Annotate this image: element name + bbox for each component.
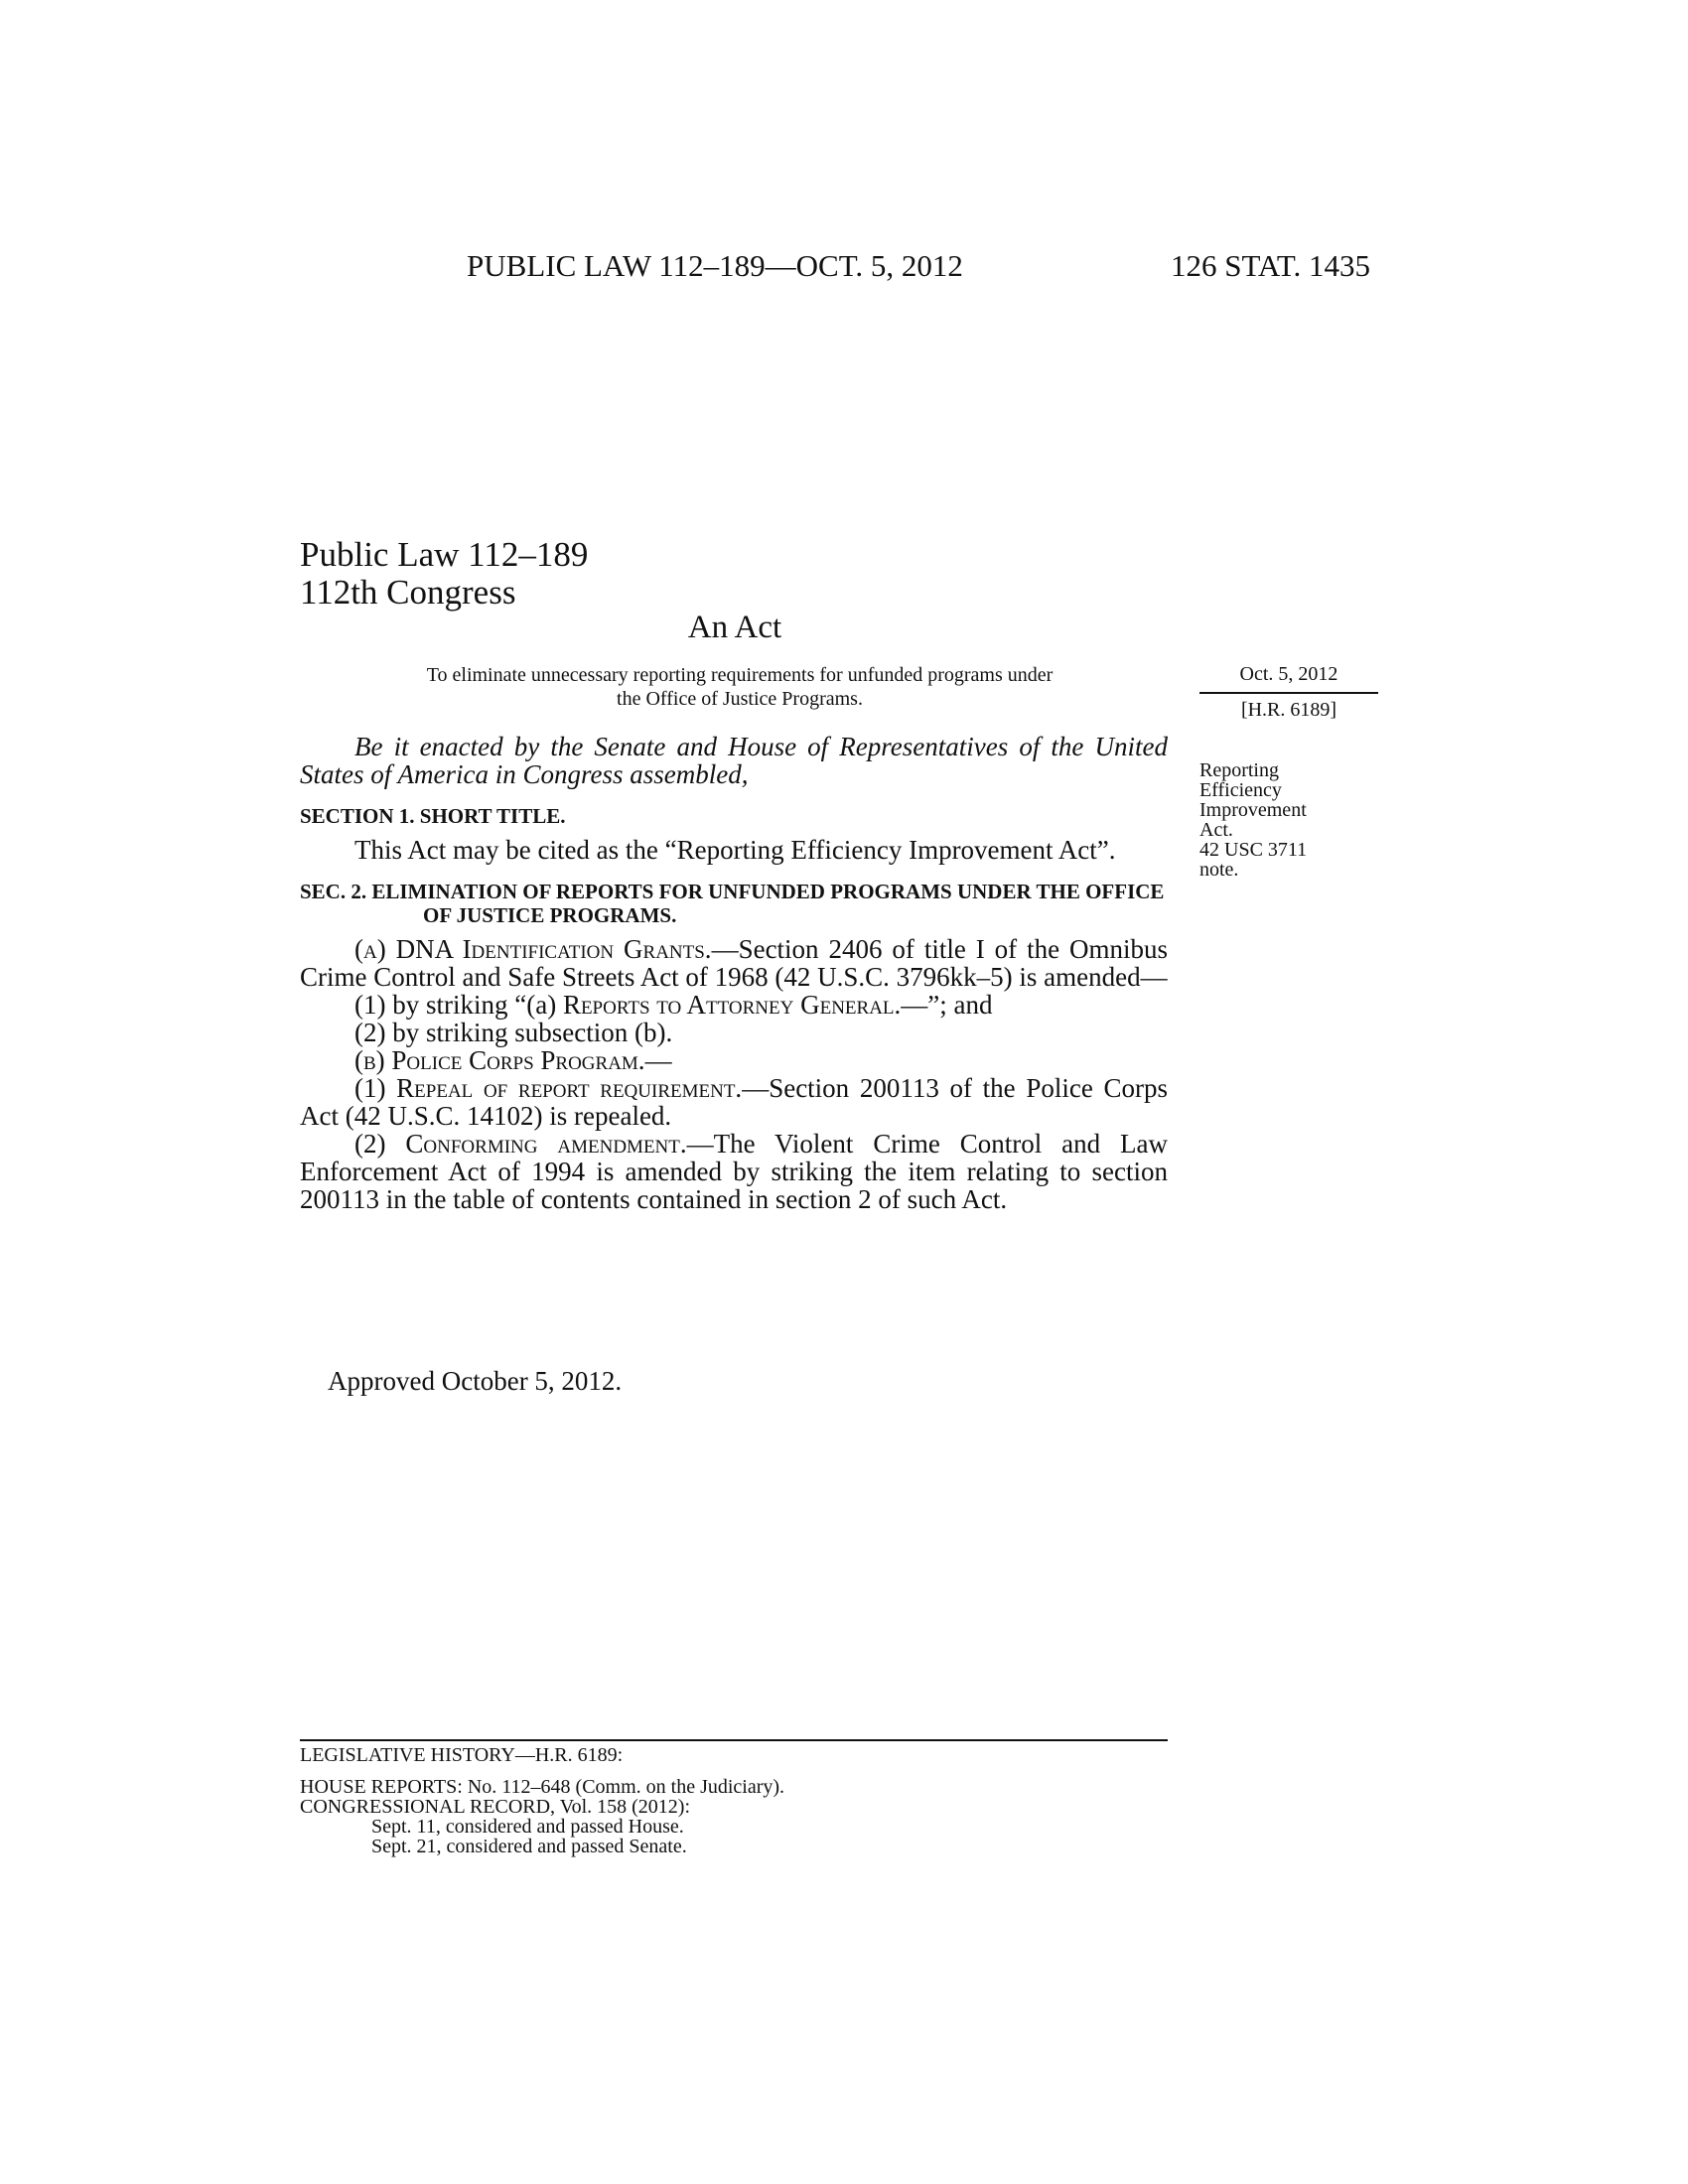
subsection-a-text: —Section 2406 of title I of the Omnibus Crime Control and Safe Streets Act of 1968 (42 U.S.C. 3796kk–5) is amended— — [300, 934, 1168, 992]
section-1-text: This Act may be cited as the “Reporting Efficiency Improvement Act”. — [354, 835, 1116, 865]
law-title-block — [300, 536, 588, 612]
paragraph-a1-post: —”; and — [901, 990, 993, 1020]
running-head-left: PUBLIC LAW 112–189—OCT. 5, 2012 — [467, 248, 963, 283]
margin-note-line: Improvement — [1199, 799, 1307, 821]
paragraph-b1 — [300, 1074, 1168, 1130]
paragraph-a1 — [300, 991, 1168, 1019]
margin-note-line: Efficiency — [1199, 779, 1282, 801]
paragraph-b1-heading: Repeal of report requirement. — [396, 1073, 743, 1103]
public-law-number: Public Law 112–189 — [300, 535, 589, 574]
purpose-line-1: To eliminate unnecessary reporting requirements for unfunded programs under — [426, 664, 1054, 686]
legislative-history — [300, 1745, 1194, 1856]
sidebar-bill-number: [H.R. 6189] — [1240, 699, 1337, 721]
margin-note-line: note. — [1199, 859, 1239, 881]
act-purpose — [313, 663, 1167, 711]
history-entry: Sept. 21, considered and passed Senate. — [371, 1836, 687, 1857]
legislative-history-heading: LEGISLATIVE HISTORY—H.R. 6189: — [300, 1744, 624, 1766]
paragraph-a2: (2) by striking subsection (b). — [354, 1018, 673, 1047]
history-entry: Sept. 11, considered and passed House. — [371, 1816, 684, 1838]
paragraph-b2-label: (2) — [354, 1129, 406, 1159]
house-reports: HOUSE REPORTS: No. 112–648 (Comm. on the Judiciary). — [300, 1776, 785, 1798]
subsection-a-heading: (a) DNA Identification Grants. — [354, 934, 712, 964]
paragraph-b1-text: —Section 200113 of the Police Corps Act (42 U.S.C. 14102) is repealed. — [300, 1073, 1168, 1131]
paragraph-b2 — [300, 1130, 1168, 1213]
paragraph-b1-label: (1) — [354, 1073, 397, 1103]
congress-label: 112th Congress — [300, 573, 516, 612]
sidebar-date: Oct. 5, 2012 — [1239, 663, 1338, 685]
margin-note-line: Reporting — [1199, 759, 1279, 781]
paragraph-b2-text: —The Violent Crime Control and Law Enforcement Act of 1994 is amended by striking the item relating to section 200113 in the table of contents contained in section 2 of such Act. — [300, 1129, 1168, 1214]
margin-note-line: Act. — [1199, 819, 1233, 841]
running-head-right: 126 STAT. 1435 — [1170, 248, 1370, 283]
subsection-b-dash: — — [644, 1045, 672, 1075]
paragraph-b2-heading: Conforming amendment. — [405, 1129, 687, 1159]
margin-note-line: 42 USC 3711 — [1199, 839, 1308, 861]
section-1-heading: SECTION 1. SHORT TITLE. — [300, 804, 566, 828]
act-label: An Act — [687, 610, 782, 645]
paragraph-a1-heading: Reports to Attorney General. — [562, 990, 902, 1020]
approval-date: Approved October 5, 2012. — [328, 1366, 623, 1396]
subsection-b-heading: (b) Police Corps Program. — [354, 1045, 645, 1075]
subsection-a — [300, 935, 1168, 991]
sidebar-rule — [1199, 692, 1378, 694]
purpose-line-2: the Office of Justice Programs. — [617, 688, 863, 710]
act-body — [300, 733, 1168, 1213]
subsection-b — [300, 1046, 1168, 1074]
congressional-record: CONGRESSIONAL RECORD, Vol. 158 (2012): — [300, 1796, 690, 1818]
enacting-clause: Be it enacted by the Senate and House of Representatives of the United States of America in Congress assembled, — [300, 732, 1168, 789]
paragraph-a1-pre: (1) by striking “(a) — [354, 990, 563, 1020]
sidebar-margin-note — [1199, 760, 1368, 880]
section-2-heading: SEC. 2. ELIMINATION OF REPORTS FOR UNFUNDED PROGRAMS UNDER THE OFFICE OF JUSTICE PROGRAMS. — [300, 880, 1165, 927]
running-head — [467, 248, 1370, 284]
footnote-rule — [300, 1739, 1168, 1741]
